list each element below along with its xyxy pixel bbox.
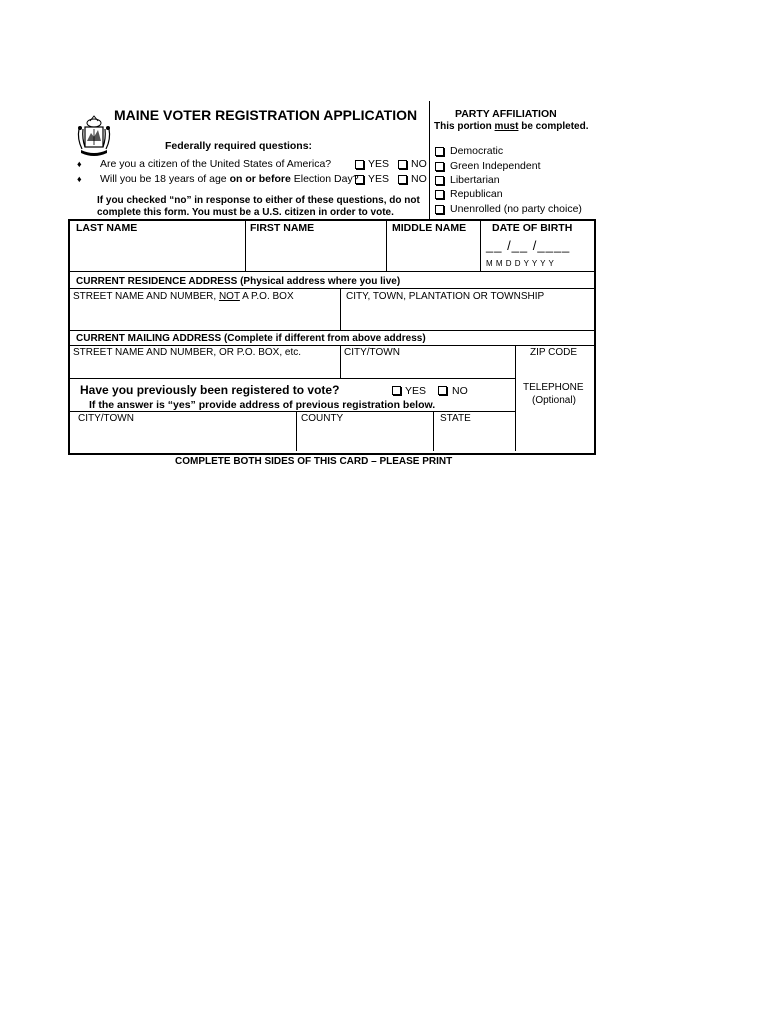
age-question-post: Election Day? <box>290 173 359 185</box>
age-no-label: NO <box>411 173 427 185</box>
bullet-1: ♦ <box>77 159 82 169</box>
mailing-zip-label: ZIP CODE <box>530 347 578 358</box>
mailing-street-label: STREET NAME AND NUMBER, OR P.O. BOX, etc. <box>73 347 302 358</box>
col-divider-state <box>433 411 434 451</box>
residence-street-post: A P.O. BOX <box>239 291 294 302</box>
previous-no-checkbox[interactable] <box>438 386 447 395</box>
age-yes-label: YES <box>368 173 390 185</box>
residence-street-pre: STREET NAME AND NUMBER, <box>73 291 219 302</box>
age-question-pre: Will you be 18 years of age <box>100 173 230 185</box>
citizen-question: Are you a citizen of the United States of America? <box>100 158 332 170</box>
party-libertarian-checkbox[interactable] <box>435 176 444 185</box>
form-footer: COMPLETE BOTH SIDES OF THIS CARD – PLEASE PRINT <box>175 456 453 467</box>
residence-street-not: NOT <box>218 291 240 302</box>
mailing-street-field[interactable] <box>70 360 339 377</box>
first-name-field[interactable] <box>246 236 385 270</box>
citizen-yes-label: YES <box>368 158 390 170</box>
age-yes-checkbox[interactable] <box>355 175 364 184</box>
party-note-post: be completed. <box>518 121 589 132</box>
party-divider <box>429 101 430 219</box>
previous-city-field[interactable] <box>70 426 295 450</box>
row-divider-previous <box>68 378 515 379</box>
previous-yes-checkbox[interactable] <box>392 386 401 395</box>
first-name-label: FIRST NAME <box>250 222 315 234</box>
row-divider-residence-sub <box>68 288 594 289</box>
party-unenrolled-checkbox[interactable] <box>435 205 444 214</box>
mailing-city-label: CITY/TOWN <box>344 347 400 358</box>
party-note-pre: This portion <box>434 121 495 132</box>
party-democratic-checkbox[interactable] <box>435 147 444 156</box>
previous-state-field[interactable] <box>435 426 514 450</box>
residence-street-label <box>73 291 294 303</box>
mailing-heading: CURRENT MAILING ADDRESS (Complete if different from above address) <box>76 333 426 344</box>
dob-label: DATE OF BIRTH <box>492 222 573 234</box>
party-note-must: must <box>494 121 519 132</box>
party-democratic-label: Democratic <box>450 145 504 157</box>
party-note <box>434 121 588 133</box>
last-name-field[interactable] <box>70 236 244 270</box>
previous-county-field[interactable] <box>298 426 432 450</box>
previous-state-label: STATE <box>440 413 471 424</box>
party-unenrolled-label: Unenrolled (no party choice) <box>450 203 582 215</box>
state-seal-icon <box>76 115 112 159</box>
row-divider-mailing <box>68 330 594 331</box>
citizen-yes-checkbox[interactable] <box>355 160 364 169</box>
residence-heading: CURRENT RESIDENCE ADDRESS (Physical address where you live) <box>76 276 401 287</box>
previous-question: Have you previously been registered to vote? <box>80 383 340 397</box>
mailing-city-field[interactable] <box>342 360 514 377</box>
age-question-bold: on or before <box>229 173 291 185</box>
warning-line-2: complete this form. You must be a U.S. citizen in order to vote. <box>97 207 394 218</box>
telephone-optional: (Optional) <box>532 395 576 406</box>
mailing-zip-field[interactable] <box>517 360 593 377</box>
col-divider-mailing-city <box>340 345 341 378</box>
middle-name-field[interactable] <box>387 236 479 270</box>
age-question <box>100 173 359 185</box>
residence-street-field[interactable] <box>70 304 339 329</box>
party-green-checkbox[interactable] <box>435 162 444 171</box>
party-heading: PARTY AFFILIATION <box>455 108 557 120</box>
previous-instruction: If the answer is “yes” provide address of previous registration below. <box>89 399 436 411</box>
party-green-label: Green Independent <box>450 160 541 172</box>
residence-city-field[interactable] <box>342 304 593 329</box>
federal-questions-heading: Federally required questions: <box>165 140 313 152</box>
dob-format: M M D D Y Y Y Y <box>486 259 555 268</box>
residence-city-label: CITY, TOWN, PLANTATION OR TOWNSHIP <box>346 291 545 302</box>
dob-field[interactable]: __ /__ /____ <box>486 238 571 253</box>
row-divider-residence <box>68 271 594 272</box>
previous-yes-label: YES <box>405 385 427 397</box>
previous-no-label: NO <box>452 385 468 397</box>
col-divider-residence-city <box>340 288 341 330</box>
party-republican-checkbox[interactable] <box>435 190 444 199</box>
form-title: MAINE VOTER REGISTRATION APPLICATION <box>114 107 418 123</box>
col-divider-county <box>296 411 297 451</box>
previous-city-label: CITY/TOWN <box>78 413 134 424</box>
col-divider-zip <box>515 345 516 451</box>
citizen-no-label: NO <box>411 158 427 170</box>
bullet-2: ♦ <box>77 174 82 184</box>
party-republican-label: Republican <box>450 188 503 200</box>
row-divider-previous-sub <box>68 411 515 412</box>
warning-line-1: If you checked “no” in response to either of these questions, do not <box>97 195 420 206</box>
party-libertarian-label: Libertarian <box>450 174 500 186</box>
citizen-no-checkbox[interactable] <box>398 160 407 169</box>
previous-county-label: COUNTY <box>301 413 344 424</box>
last-name-label: LAST NAME <box>76 222 138 234</box>
age-no-checkbox[interactable] <box>398 175 407 184</box>
middle-name-label: MIDDLE NAME <box>392 222 467 234</box>
telephone-label: TELEPHONE <box>523 382 584 393</box>
col-divider-dob <box>480 219 481 271</box>
telephone-field[interactable] <box>517 410 593 450</box>
